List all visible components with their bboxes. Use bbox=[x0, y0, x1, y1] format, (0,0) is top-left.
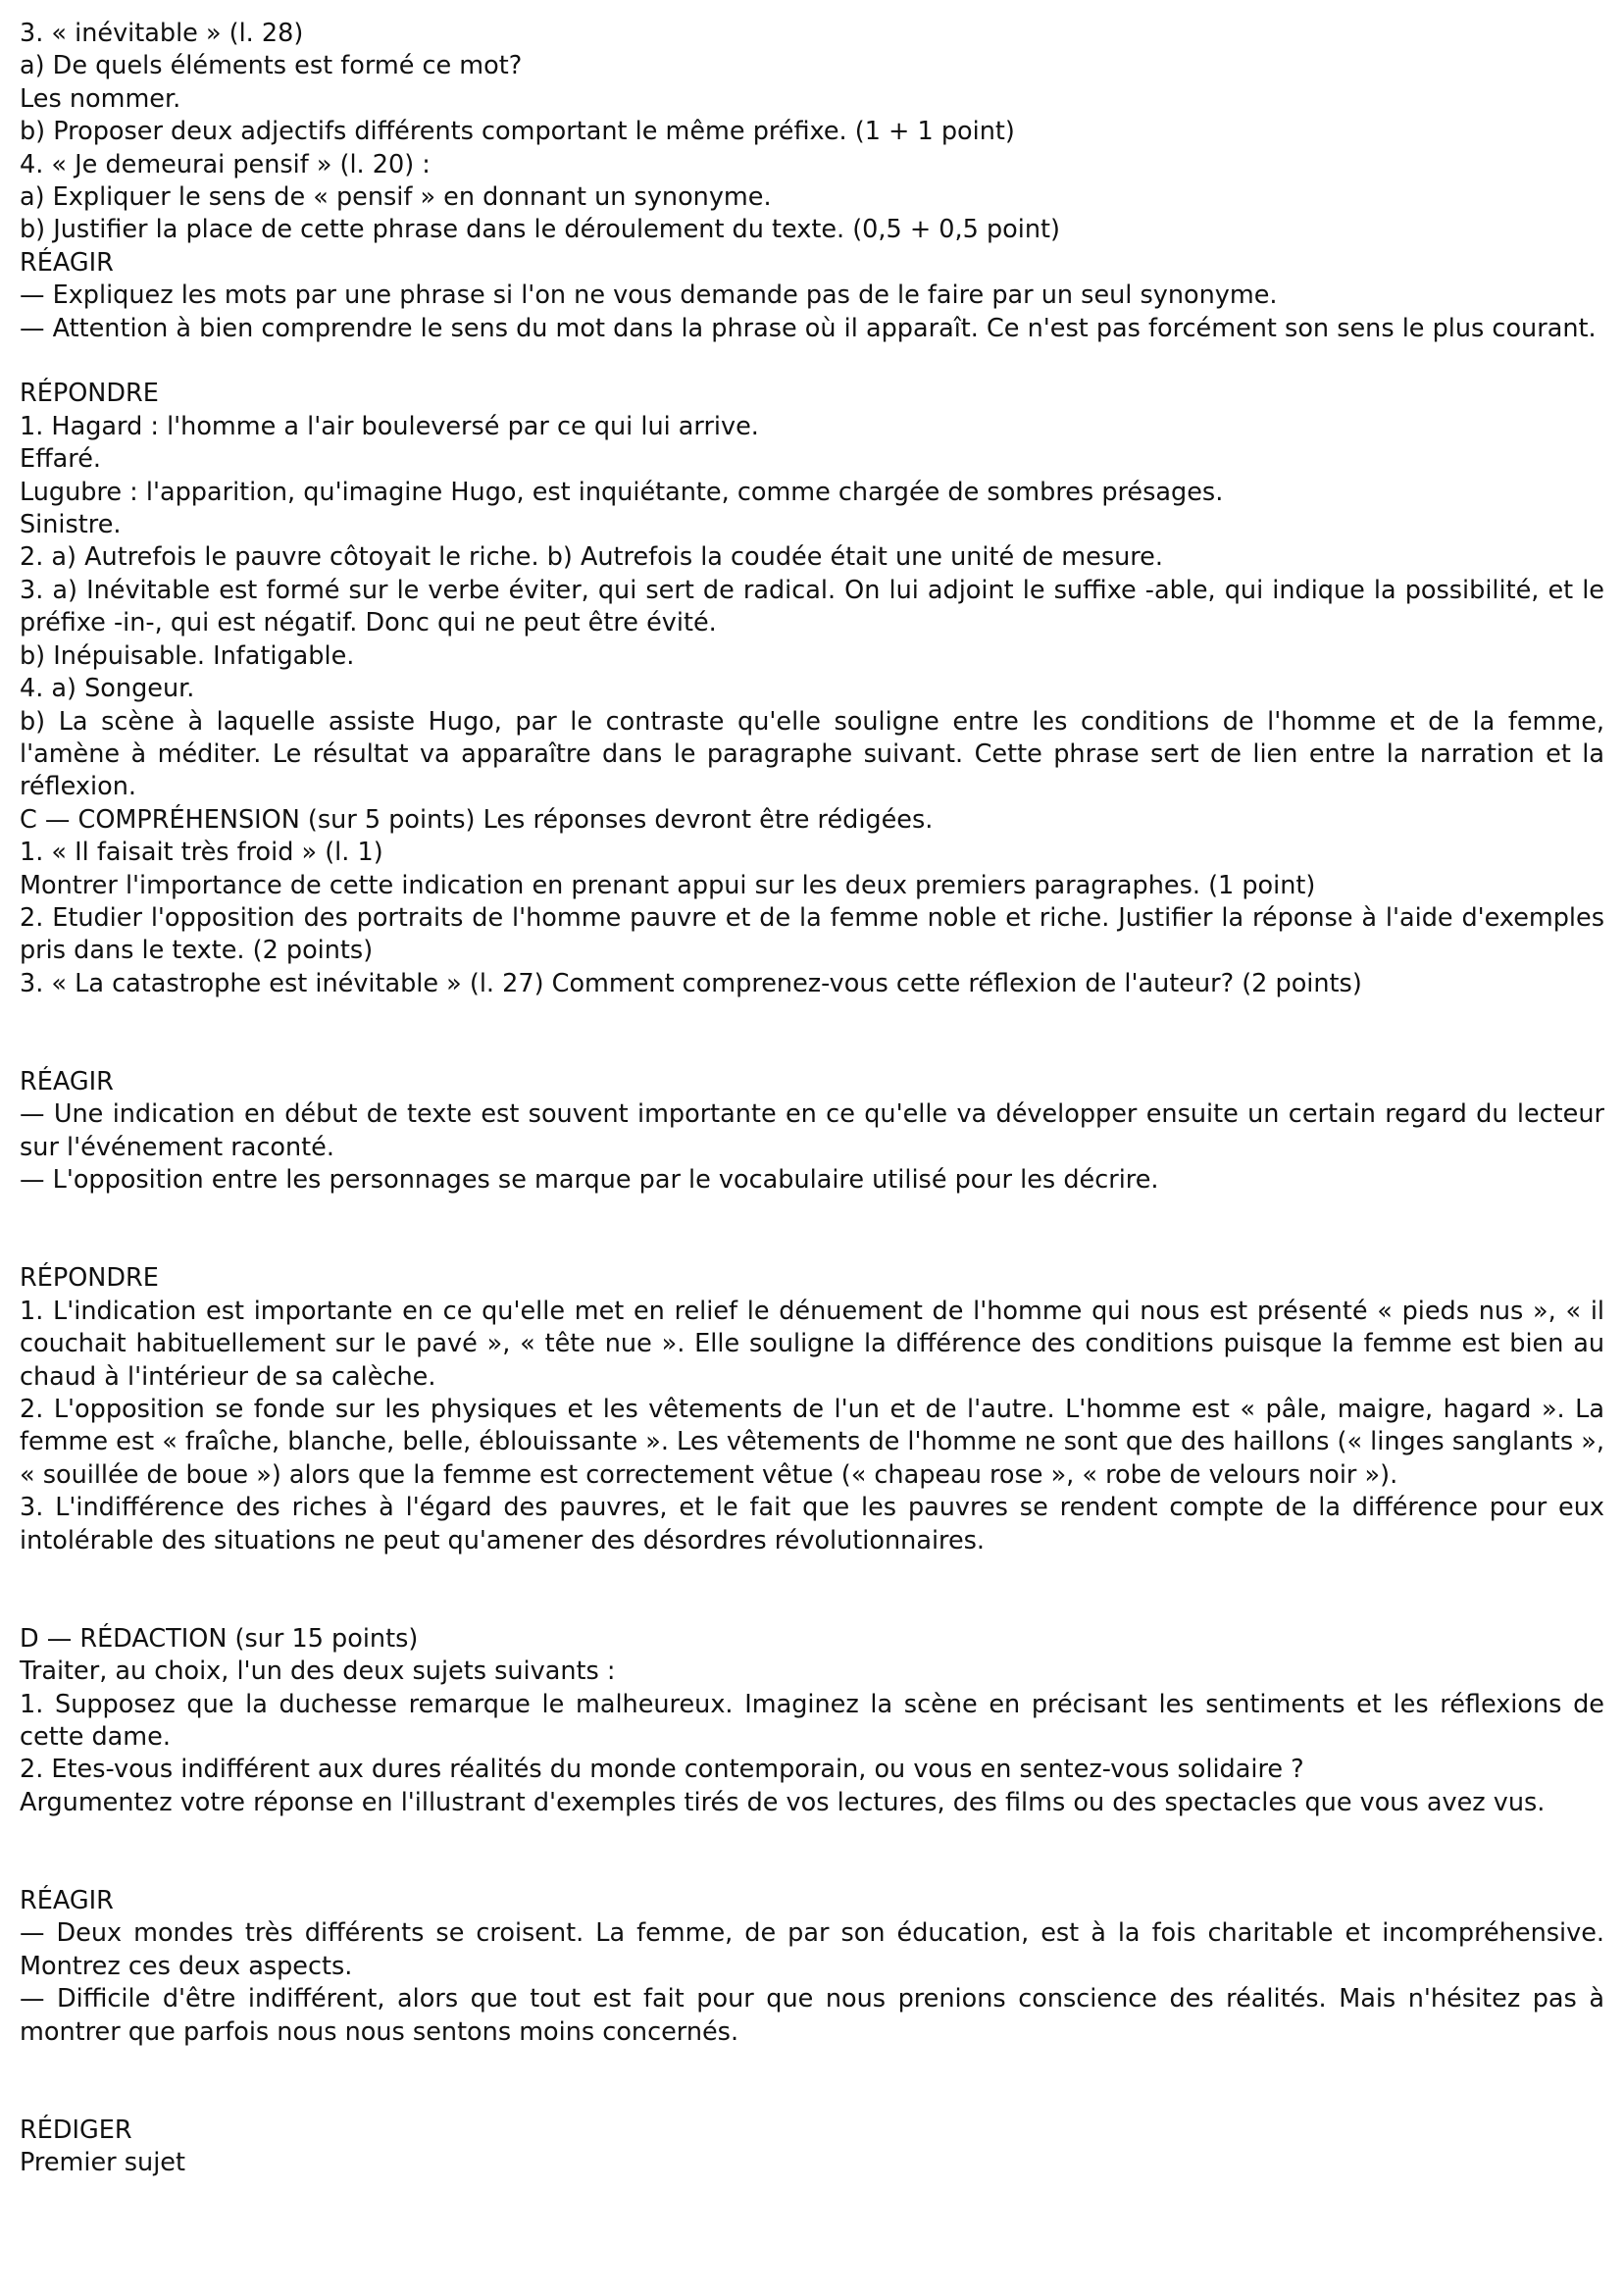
repondre-section-2 bbox=[20, 1262, 1604, 1557]
answer-paragraph: b) La scène à laquelle assiste Hugo, par le contraste qu'elle souligne entre les conditions de l'homme et de la femme, l'amène à méditer. Le résultat va apparaître dans le paragraphe suivant. Cette phrase sert de lien entre la narration et la réflexion. bbox=[20, 706, 1604, 802]
question-line: b) Justifier la place de cette phrase dans le déroulement du texte. (0,5 + 0,5 point) bbox=[20, 215, 1060, 245]
question-line: 3. « inévitable » (l. 28) bbox=[20, 19, 304, 48]
answer-paragraph: 3. L'indifférence des riches à l'égard des pauvres, et le fait que les pauvres se rendent compte de la différence pour eux intolérable des situations ne peut qu'amener des désordres révolutionnaires. bbox=[20, 1493, 1604, 1555]
answer-paragraph: 4. a) Songeur. bbox=[20, 674, 195, 704]
answer-paragraph: 1. L'indication est importante en ce qu'elle met en relief le dénuement de l'homme qui nous est présenté « pieds nus », « il couchait habituellement sur le pavé », « tête nue ». Elle souligne la différence des conditions puisque la femme est bien au chaud à l'intérieur de sa calèche. bbox=[20, 1296, 1604, 1392]
subject-label: Premier sujet bbox=[20, 2148, 185, 2178]
subject-paragraph: Traiter, au choix, l'un des deux sujets suivants : bbox=[20, 1657, 616, 1687]
reagir-section-3 bbox=[20, 1885, 1604, 2049]
question-paragraph: 3. « La catastrophe est inévitable » (l. 27) Comment comprenez-vous cette réflexion de l'auteur? (2 points) bbox=[20, 968, 1362, 998]
rediger-section bbox=[20, 2115, 1604, 2180]
answer-paragraph: 2. L'opposition se fonde sur les physiques et les vêtements de l'un et de l'autre. L'homme est « pâle, maigre, hagard ». La femme est « fraîche, blanche, belle, éblouissante ». Les vêtements de l'homme ne sont que des haillons (« linges sanglants », « souillée de boue ») alors que la femme est correctement vêtue (« chapeau rose », « robe de velours noir »). bbox=[20, 1395, 1604, 1490]
question-line: b) Proposer deux adjectifs différents comportant le même préfixe. (1 + 1 point) bbox=[20, 117, 1015, 147]
question-line: a) De quels éléments est formé ce mot? bbox=[20, 51, 523, 81]
reagir-section-1 bbox=[20, 247, 1604, 345]
section-heading: RÉAGIR bbox=[20, 1886, 114, 1916]
answer-paragraph: b) Inépuisable. Infatigable. bbox=[20, 640, 355, 671]
answer-paragraph: 3. a) Inévitable est formé sur le verbe éviter, qui sert de radical. On lui adjoint le suffixe -able, qui indique la possibilité, et le préfixe -in-, qui est négatif. Donc qui ne peut être évité. bbox=[20, 575, 1604, 638]
answer-paragraph: 2. a) Autrefois le pauvre côtoyait le riche. b) Autrefois la coudée était une unité de mesure. bbox=[20, 542, 1163, 573]
answer-paragraph: Lugubre : l'apparition, qu'imagine Hugo, est inquiétante, comme chargée de sombres présages. bbox=[20, 477, 1224, 507]
comprehension-section bbox=[20, 804, 1604, 1000]
subject-paragraph: 2. Etes-vous indifférent aux dures réalités du monde contemporain, ou vous en sentez-vous solidaire ? bbox=[20, 1755, 1304, 1785]
advice-paragraph: — Deux mondes très différents se croisent. La femme, de par son éducation, est à la fois charitable et incompréhensive. Montrez ces deux aspects. bbox=[20, 1918, 1604, 1981]
question-line: 4. « Je demeurai pensif » (l. 20) : bbox=[20, 149, 431, 179]
redaction-section bbox=[20, 1623, 1604, 1819]
advice-paragraph: — Difficile d'être indifférent, alors que tout est fait pour que nous prenions conscience des réalités. Mais n'hésitez pas à montrer que parfois nous nous sentons moins concernés. bbox=[20, 1984, 1604, 2047]
reagir-section-2 bbox=[20, 1066, 1604, 1198]
answer-paragraph: 1. Hagard : l'homme a l'air bouleversé par ce qui lui arrive. bbox=[20, 411, 759, 441]
subject-paragraph: Argumentez votre réponse en l'illustrant d'exemples tirés de vos lectures, des films ou des spectacles que vous avez vus. bbox=[20, 1787, 1546, 1817]
advice-paragraph: — L'opposition entre les personnages se marque par le vocabulaire utilisé pour les décrire. bbox=[20, 1165, 1159, 1196]
question-line: Les nommer. bbox=[20, 83, 181, 114]
section-heading: D — RÉDACTION (sur 15 points) bbox=[20, 1623, 419, 1654]
section-heading: RÉAGIR bbox=[20, 247, 114, 278]
answer-paragraph: Effaré. bbox=[20, 444, 102, 475]
vocabulary-questions bbox=[20, 18, 1604, 247]
question-paragraph: 2. Etudier l'opposition des portraits de l'homme pauvre et de la femme noble et riche. Justifier la réponse à l'aide d'exemples pris dans le texte. (2 points) bbox=[20, 902, 1604, 966]
repondre-section-1 bbox=[20, 378, 1604, 803]
advice-paragraph: — Attention à bien comprendre le sens du mot dans la phrase où il apparaît. Ce n'est pas forcément son sens le plus courant. bbox=[20, 313, 1597, 343]
section-heading: RÉPONDRE bbox=[20, 379, 159, 409]
answer-paragraph: Sinistre. bbox=[20, 510, 122, 540]
section-heading: RÉDIGER bbox=[20, 2115, 132, 2145]
question-line: a) Expliquer le sens de « pensif » en donnant un synonyme. bbox=[20, 182, 772, 213]
question-paragraph: 1. « Il faisait très froid » (l. 1) bbox=[20, 838, 383, 868]
section-heading: C — COMPRÉHENSION (sur 5 points) Les réponses devront être rédigées. bbox=[20, 804, 934, 835]
section-heading: RÉAGIR bbox=[20, 1066, 114, 1096]
advice-paragraph: — Une indication en début de texte est souvent importante en ce qu'elle va développer ensuite un certain regard du lecteur sur l'événement raconté. bbox=[20, 1099, 1604, 1162]
subject-paragraph: 1. Supposez que la duchesse remarque le malheureux. Imaginez la scène en précisant les sentiments et les réflexions de cette dame. bbox=[20, 1689, 1604, 1753]
section-heading: RÉPONDRE bbox=[20, 1263, 159, 1294]
advice-paragraph: — Expliquez les mots par une phrase si l'on ne vous demande pas de le faire par un seul synonyme. bbox=[20, 280, 1278, 311]
question-paragraph: Montrer l'importance de cette indication en prenant appui sur les deux premiers paragraphes. (1 point) bbox=[20, 870, 1316, 900]
